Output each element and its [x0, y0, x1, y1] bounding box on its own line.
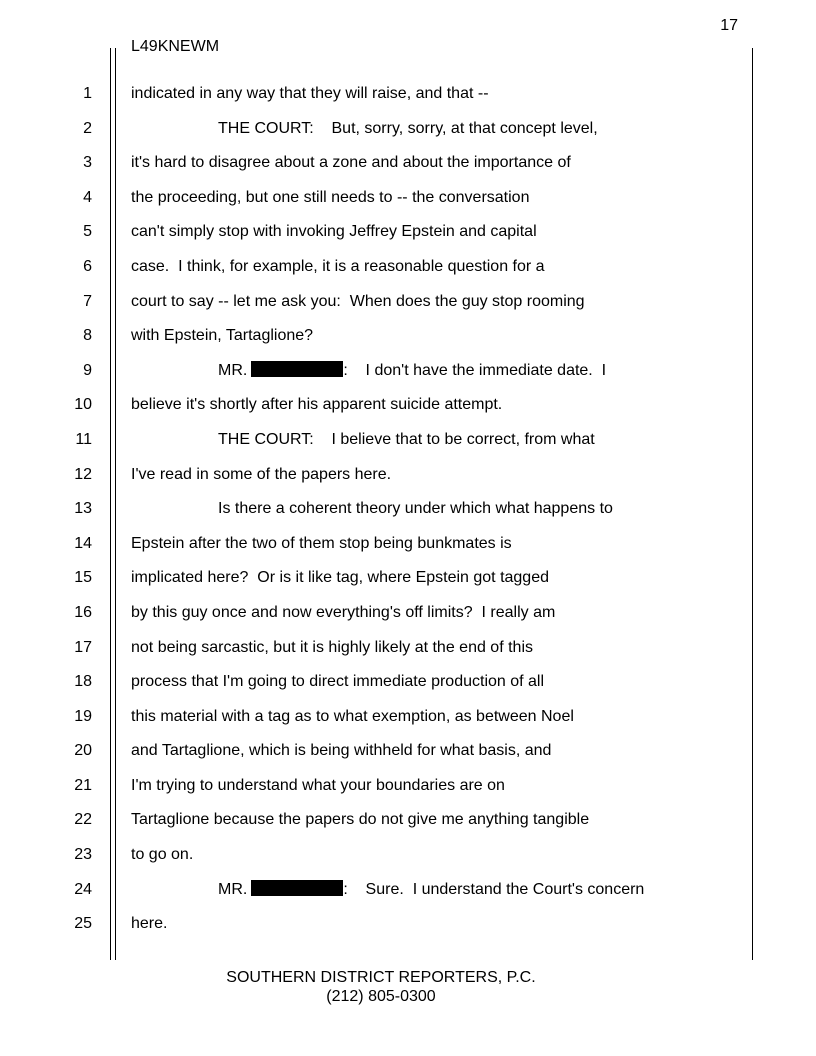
line-text: case. I think, for example, it is a reasonable question for a — [131, 257, 545, 275]
line-text: THE COURT: I believe that to be correct, from what — [218, 430, 595, 448]
transcript-line — [0, 257, 816, 292]
line-number: 15 — [74, 569, 92, 587]
transcript-line — [0, 776, 816, 811]
line-number: 23 — [74, 846, 92, 864]
line-text: with Epstein, Tartaglione? — [131, 327, 314, 345]
transcript-line — [0, 222, 816, 257]
line-text: and Tartaglione, which is being withheld for what basis, and — [131, 742, 552, 760]
speaker-label: MR. — [218, 361, 248, 379]
line-number: 1 — [83, 85, 92, 102]
line-number: 10 — [74, 396, 92, 414]
line-text: here. — [131, 915, 168, 933]
line-number: 14 — [74, 534, 92, 552]
line-text: can't simply stop with invoking Jeffrey Epstein and capital — [131, 223, 537, 241]
transcript-line — [0, 707, 816, 742]
line-number: 22 — [74, 811, 92, 829]
transcript-line — [0, 880, 816, 915]
speaker-label: MR. — [218, 880, 248, 898]
transcript-line — [0, 430, 816, 465]
transcript-line — [0, 534, 816, 569]
transcript-line — [0, 810, 816, 845]
transcript-line — [0, 395, 816, 430]
line-text: this material with a tag as to what exemption, as between Noel — [131, 707, 574, 725]
line-number: 21 — [74, 776, 92, 794]
line-number: 17 — [74, 638, 92, 656]
line-text: I've read in some of the papers here. — [131, 465, 392, 483]
line-number: 6 — [83, 257, 92, 275]
line-text: the proceeding, but one still needs to -- the conversation — [131, 188, 530, 206]
transcript-line — [0, 499, 816, 534]
line-text: to go on. — [131, 846, 194, 864]
transcript-line — [0, 326, 816, 361]
line-text: court to say -- let me ask you: When does the guy stop rooming — [131, 292, 585, 310]
transcript-line — [0, 292, 816, 327]
line-text: THE COURT: But, sorry, sorry, at that concept level, — [218, 119, 598, 137]
footer-reporter-name: SOUTHERN DISTRICT REPORTERS, P.C. — [226, 969, 536, 986]
line-text — [218, 361, 606, 381]
transcript-line — [0, 119, 816, 154]
transcript-line — [0, 845, 816, 880]
speech-text: : Sure. I understand the Court's concern — [343, 880, 645, 898]
transcript-line — [0, 568, 816, 603]
line-number: 9 — [83, 361, 92, 379]
transcript-line — [0, 672, 816, 707]
line-text: indicated in any way that they will raise, and that -- — [131, 85, 489, 102]
transcript-line — [0, 84, 816, 119]
line-number: 5 — [83, 223, 92, 241]
page-number: 17 — [720, 17, 738, 34]
line-number: 19 — [74, 707, 92, 725]
line-text: implicated here? Or is it like tag, where Epstein got tagged — [131, 569, 549, 587]
transcript-line — [0, 153, 816, 188]
line-number: 24 — [74, 880, 92, 898]
speech-text: : I don't have the immediate date. I — [343, 361, 607, 379]
line-number: 4 — [83, 188, 92, 206]
line-number: 18 — [74, 673, 92, 691]
line-text: process that I'm going to direct immediate production of all — [131, 673, 545, 691]
transcript-line — [0, 914, 816, 949]
line-text: it's hard to disagree about a zone and about the importance of — [131, 154, 571, 172]
line-number: 16 — [74, 603, 92, 621]
line-text: by this guy once and now everything's off limits? I really am — [131, 603, 556, 621]
transcript-body — [0, 84, 816, 949]
line-text: believe it's shortly after his apparent suicide attempt. — [131, 396, 503, 414]
transcript-line — [0, 603, 816, 638]
transcript-line — [0, 638, 816, 673]
line-text: not being sarcastic, but it is highly likely at the end of this — [131, 638, 533, 656]
line-text — [218, 880, 644, 900]
line-number: 20 — [74, 742, 92, 760]
transcript-line — [0, 741, 816, 776]
line-text: Is there a coherent theory under which what happens to — [218, 500, 613, 518]
footer-phone: (212) 805-0300 — [326, 988, 436, 1005]
line-number: 12 — [74, 465, 92, 483]
transcript-line — [0, 361, 816, 396]
redaction-box — [251, 361, 343, 377]
transcript-line — [0, 465, 816, 500]
line-text: I'm trying to understand what your boundaries are on — [131, 776, 505, 794]
line-text: Tartaglione because the papers do not give me anything tangible — [131, 811, 590, 829]
line-text: Epstein after the two of them stop being bunkmates is — [131, 534, 512, 552]
line-number: 8 — [83, 327, 92, 345]
case-id: L49KNEWM — [131, 38, 220, 55]
line-number: 2 — [83, 119, 92, 137]
line-number: 11 — [75, 430, 92, 448]
line-number: 7 — [83, 292, 92, 310]
line-number: 25 — [74, 915, 92, 933]
transcript-line — [0, 188, 816, 223]
line-number: 3 — [83, 154, 92, 172]
redaction-box — [251, 880, 343, 896]
line-number: 13 — [74, 500, 92, 518]
